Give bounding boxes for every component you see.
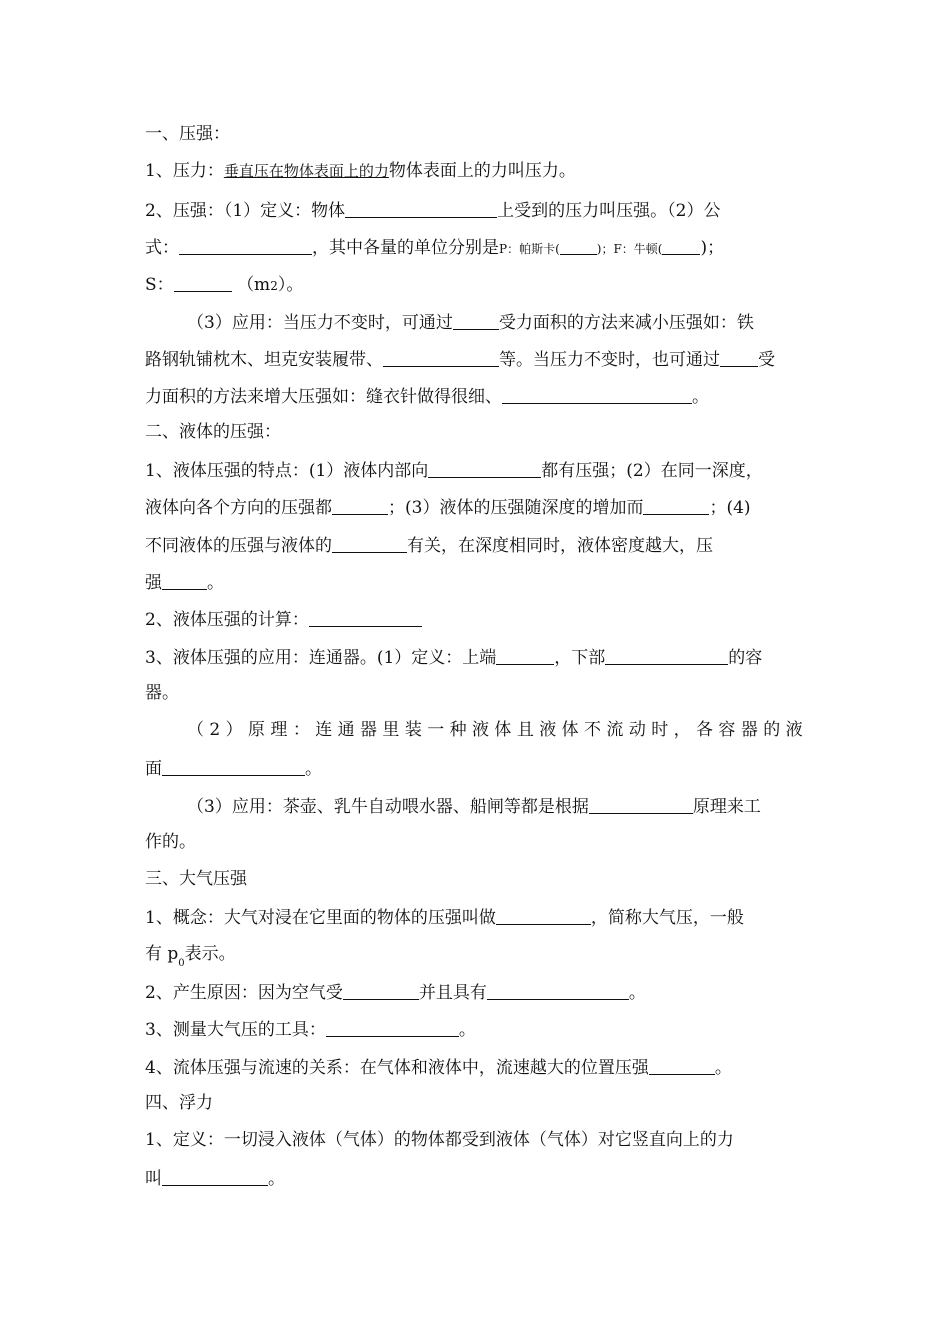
subscript: 0 — [178, 958, 185, 969]
item-text: 都有压强；(2）在同一深度， — [541, 461, 763, 481]
item-text: 式： — [145, 238, 179, 258]
item-text: （3）应用：当压力不变时，可通过 — [187, 313, 453, 333]
connector-application-line-1 — [187, 795, 761, 817]
section-title: 二、液体的压强： — [145, 422, 281, 442]
item-text: 的容 — [728, 648, 763, 668]
item-text: 作的。 — [145, 832, 196, 852]
atmosphere-concept-line-1 — [145, 906, 744, 928]
item-text: 2、液体压强的计算： — [145, 610, 309, 630]
section-heading-buoyancy — [145, 1093, 213, 1113]
pressure-formula-line — [145, 236, 724, 259]
answer-blank[interactable] — [162, 1167, 268, 1186]
connector-principle-line-2 — [145, 757, 322, 779]
answer-blank[interactable] — [487, 981, 629, 1000]
liquid-features-line-4 — [145, 571, 224, 593]
item-text: 。 — [628, 983, 646, 1003]
answer-blank[interactable] — [162, 571, 207, 590]
section-title: 一、压强： — [145, 124, 230, 144]
pressure-force-line — [145, 161, 576, 181]
item-text: P：帕斯卡( — [499, 242, 560, 256]
section-heading-liquid — [145, 422, 281, 442]
answer-blank[interactable] — [343, 981, 419, 1000]
item-text: )； — [700, 238, 725, 258]
item-text: ，其中各量的单位分别是 — [312, 238, 499, 258]
underlined-answer: 垂直压在物体表面上的力 — [223, 162, 389, 180]
item-text: （3）应用：茶壶、乳牛自动喂水器、船闸等都是根据 — [187, 797, 589, 817]
item-text: 物体表面上的力叫压力。 — [388, 161, 576, 181]
item-text: 等。当压力不变时，也可通过 — [499, 350, 720, 370]
answer-blank[interactable] — [560, 236, 597, 255]
pressure-units-line — [145, 273, 303, 296]
item-text: 受 — [758, 350, 775, 370]
liquid-features-line-1 — [145, 459, 763, 481]
item-text: 3、液体压强的应用：连通器。(1）定义：上端 — [145, 648, 497, 668]
connector-definition-line-2 — [145, 683, 179, 703]
section-title: 三、大气压强 — [145, 869, 247, 889]
item-text: 3、测量大气压的工具： — [145, 1020, 326, 1040]
buoyancy-definition-line-2 — [145, 1167, 285, 1189]
item-text: 1、液体压强的特点：(1）液体内部向 — [145, 461, 429, 481]
liquid-features-line-2 — [145, 496, 751, 518]
item-text: S： — [145, 275, 174, 295]
item-text: 强 — [145, 573, 162, 593]
item-text: )；F：牛顿( — [596, 242, 663, 256]
atmosphere-concept-line-2 — [145, 944, 236, 974]
answer-blank[interactable] — [662, 236, 700, 255]
answer-blank[interactable] — [720, 348, 758, 367]
connector-application-line-2 — [145, 832, 196, 852]
item-text: 原理来工 — [692, 797, 761, 817]
item-label: 1、压力： — [145, 161, 224, 181]
superscript: 2 — [270, 279, 278, 293]
liquid-features-line-3 — [145, 534, 713, 556]
answer-blank[interactable] — [174, 273, 232, 292]
atmosphere-tool-line — [145, 1018, 476, 1040]
answer-blank[interactable] — [332, 496, 388, 515]
section-title: 四、浮力 — [145, 1093, 213, 1113]
item-text: ，简称大气压，一般 — [590, 908, 744, 928]
item-text: ；(4) — [709, 498, 751, 518]
section-heading-atmosphere — [145, 869, 247, 889]
item-text: 。 — [458, 1020, 476, 1040]
answer-blank[interactable] — [496, 646, 554, 665]
item-text: 。 — [268, 1169, 285, 1189]
atmosphere-cause-line — [145, 981, 646, 1003]
item-text: 2、产生原因：因为空气受 — [145, 983, 343, 1003]
item-text: ）。 — [277, 275, 304, 295]
item-text: 。 — [305, 759, 322, 779]
item-text: 有关，在深度相同时，液体密度越大，压 — [407, 536, 713, 556]
item-text: 叫 — [145, 1169, 162, 1189]
item-text: 面 — [145, 759, 162, 779]
item-text: ；(3）液体的压强随深度的增加而 — [388, 498, 644, 518]
answer-blank[interactable] — [589, 795, 693, 814]
liquid-calc-line — [145, 608, 422, 630]
answer-blank[interactable] — [643, 496, 709, 515]
answer-blank[interactable] — [309, 608, 422, 627]
answer-blank[interactable] — [428, 459, 541, 478]
answer-blank[interactable] — [383, 348, 499, 367]
pressure-application-line-1 — [187, 311, 754, 333]
item-text: ，下部 — [554, 648, 606, 668]
pressure-application-line-2 — [145, 348, 775, 370]
item-text: 受力面积的方法来减小压强如：铁 — [498, 313, 754, 333]
item-text: 。 — [207, 573, 224, 593]
item-text: 器。 — [145, 683, 179, 703]
pressure-application-line-3 — [145, 385, 709, 407]
item-text: 不同液体的压强与液体的 — [145, 536, 332, 556]
answer-blank[interactable] — [326, 1018, 459, 1037]
item-text: 力面积的方法来增大压强如：缝衣针做得很细、 — [145, 387, 502, 407]
item-text: 上受到的压力叫压强。（2）公 — [497, 201, 721, 221]
answer-blank[interactable] — [453, 311, 499, 330]
item-text: 2、压强：（1）定义：物体 — [145, 201, 346, 221]
item-text: 。 — [714, 1058, 732, 1078]
item-text: 并且具有 — [418, 983, 487, 1003]
answer-blank[interactable] — [496, 906, 591, 925]
answer-blank[interactable] — [345, 199, 497, 218]
item-text: 1、定义：一切浸入液体（气体）的物体都受到液体（气体）对它竖直向上的力 — [145, 1130, 734, 1150]
item-text: （2）原理：连通器里装一种液体且液体不流动时，各容器的液 — [187, 720, 809, 740]
connector-principle-line-1 — [187, 720, 808, 740]
answer-blank[interactable] — [332, 534, 407, 553]
item-text: 。 — [692, 387, 709, 407]
item-text: 表示。 — [184, 944, 236, 964]
item-text: 有 p — [145, 944, 179, 964]
buoyancy-definition-line-1 — [145, 1130, 734, 1150]
fluid-speed-line — [145, 1056, 732, 1078]
connector-definition-line-1 — [145, 646, 762, 668]
answer-blank[interactable] — [502, 385, 692, 404]
section-heading-pressure — [145, 124, 230, 144]
answer-blank[interactable] — [649, 1056, 715, 1075]
item-text: （m — [237, 275, 271, 295]
answer-blank[interactable] — [179, 236, 312, 255]
answer-blank[interactable] — [605, 646, 728, 665]
item-text: 4、流体压强与流速的关系：在气体和液体中，流速越大的位置压强 — [145, 1058, 649, 1078]
pressure-definition-line — [145, 199, 720, 221]
item-text: 液体向各个方向的压强都 — [145, 498, 332, 518]
item-text: 1、概念：大气对浸在它里面的物体的压强叫做 — [145, 908, 496, 928]
answer-blank[interactable] — [162, 757, 305, 776]
item-text: 路钢轨铺枕木、坦克安装履带、 — [145, 350, 383, 370]
